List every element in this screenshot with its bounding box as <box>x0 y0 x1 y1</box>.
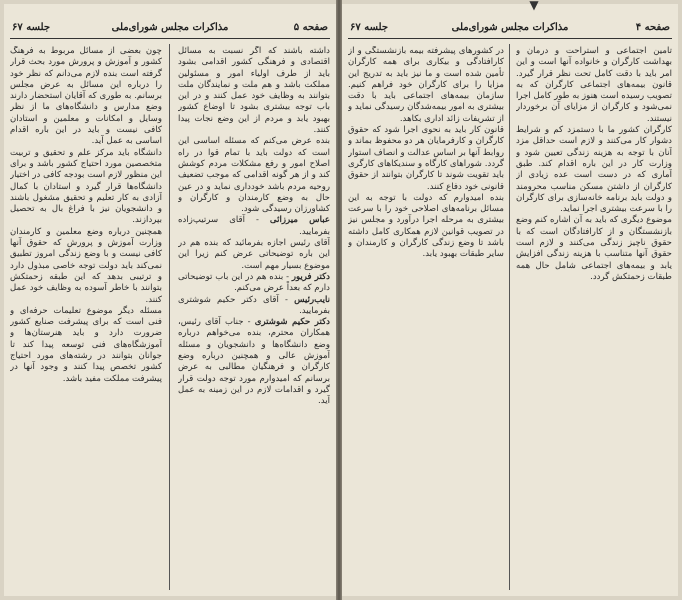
paragraph-text: - آقای سرتیپ‌زاده بفرمایید. <box>178 215 330 237</box>
paragraph <box>178 136 330 215</box>
paragraph-text: بنده عرض می‌کنم که مسئله اساسی این است که دولت باید با تمام قوا در راه اصلاح امور و رفع مشکلات مردم کوشش کند و از هر گونه اقدامی که موجب تضعیف روحیه مردم باشد خودداری نماید و در عین حال به وضع کارمندان و کارگران و کشاورزان رسیدگی شود. <box>178 136 330 215</box>
paragraph-text: چون بعضی از مسائل مربوط به فرهنگ کشور و آموزش و پرورش مورد بحث قرار گرفته است بنده لازم می‌دانم که نظر خود را درباره این مسائل به عرض مجلس برسانم. به طوری که آقایان استحضار دارند وضع مدارس و دانشگاه‌های ما از نظر وسایل و امکانات و معلمین و استادان کافی نیست و باید در این باره اقدام اساسی به عمل آید. <box>10 46 162 147</box>
paragraph <box>178 272 330 295</box>
paragraph <box>178 317 330 407</box>
right-header-rule <box>348 38 672 39</box>
paragraph-text: - جناب آقای رئیس، همکاران محترم، بنده می‌خواهم درباره وضع دانشگاه‌ها و دانشجویان و مسئله آموزش عالی و همچنین درباره وضع کارگران و فرهنگیان مطالبی به عرض برسانم که امیدوارم مورد توجه دولت قرار گیرد و اقدامات لازم در این زمینه به عمل آید. <box>178 317 330 407</box>
speaker-name: نایب‌رئیس <box>294 294 330 305</box>
left-page-number: صفحه ۵ <box>293 22 328 33</box>
left-page-column-left <box>10 46 162 586</box>
paragraph-text: بنده امیدوارم که دولت با توجه به این مسائل برنامه‌های اصلاحی خود را با سرعت بیشتری به مرحله اجرا درآورد و مجلس نیز در تصویب قوانین لازم همکاری کامل داشته باشد تا وضع زندگی کارگران و کارمندان و سایر طبقات بهبود یابد. <box>348 192 504 260</box>
paragraph <box>348 193 504 261</box>
paragraph-text: کارگران کشور ما با دستمزد کم و شرایط دشوار کار می‌کنند و لازم است حداقل مزد آنان با توجه به هزینه زندگی تعیین شود و وزارت کار در این باره اقدام کند. طبق آماری که در دست است عده زیادی از کارگران از داشتن مسکن مناسب محرومند و دولت باید برنامه خانه‌سازی برای کارگران را با سرعت بیشتری اجرا نماید. <box>516 125 672 215</box>
paragraph-text: مسئله دیگر موضوع تعلیمات حرفه‌ای و فنی است که برای پیشرفت صنایع کشور ضرورت دارد و باید هنرستان‌ها و آموزشگاه‌های فنی توسعه پیدا کند تا جوانان بتوانند در رشته‌های مورد احتیاج کشور تخصص پیدا کنند و وجود آنها در پیشرفت مملکت مفید باشد. <box>10 305 162 384</box>
speaker-name: دکتر حکیم شوشتری <box>254 317 330 328</box>
paragraph-text: - آقای دکتر حکیم شوشتری بفرمایید. <box>178 294 330 316</box>
paragraph-text: موضوع دیگری که باید به آن اشاره کنم وضع بازنشستگان و از کارافتادگان است که با حقوق ناچیز زندگی می‌کنند و لازم است حقوق آنها متناسب با هزینه زندگی افزایش یابد و بیمه‌های اجتماعی شامل حال همه طبقات زحمتکش گردد. <box>516 215 672 282</box>
left-page-title: مذاکرات مجلس شورای‌ملی <box>111 22 229 33</box>
left-page <box>4 4 336 596</box>
paragraph <box>178 238 330 272</box>
paragraph-text: تأمین اجتماعی و استراحت و درمان و بهداشت کارگران و خانواده آنها است و این امر باید با دقت کامل تحت نظر قرار گیرد. قانون بیمه‌های اجتماعی کارگران که به تصویب رسیده است هنوز به طور کامل اجرا نمی‌شود و کارگران از مزایای آن برخوردار نیستند. <box>516 46 672 124</box>
left-column-divider <box>169 44 170 590</box>
paragraph <box>178 46 330 136</box>
paragraph <box>10 306 162 385</box>
paragraph <box>516 125 672 215</box>
paragraph-text: همچنین درباره وضع معلمین و کارمندان وزارت آموزش و پرورش که حقوق آنها کافی نیست و با وضع زندگی امروز تطبیق نمی‌کند باید دولت توجه خاصی مبذول دارد و ترتیبی بدهد که این طبقه زحمتکش بتوانند با خاطر آسوده به وظایف خود عمل کنند. <box>10 226 162 305</box>
speaker-name: دکتر فریور <box>291 271 330 282</box>
paragraph <box>348 46 504 125</box>
paragraph <box>516 46 672 125</box>
right-page-column-right <box>516 46 672 586</box>
left-page-header <box>10 22 330 38</box>
paragraph <box>10 46 162 148</box>
paragraph <box>10 227 162 306</box>
right-column-divider <box>509 44 510 590</box>
paragraph <box>10 148 162 227</box>
right-page <box>342 4 678 596</box>
left-page-column-right <box>178 46 330 586</box>
paragraph-text: قانون کار باید به نحوی اجرا شود که حقوق کارگران و کارفرمایان هر دو محفوظ بماند و روابط آنها بر اساس عدالت و انصاف استوار گردد. شوراهای کارگاه و سندیکاهای کارگری باید تقویت شوند تا کارگران بتوانند از حقوق قانونی خود دفاع کنند. <box>348 125 504 192</box>
left-header-rule <box>10 38 330 39</box>
speaker-name: عباس میرزائی <box>269 215 330 226</box>
left-page-session: جلسه ۶۷ <box>12 22 51 33</box>
right-page-title: مذاکرات مجلس شورای‌ملی <box>451 22 569 33</box>
page-mark-icon: ▼ <box>529 0 539 12</box>
paragraph-text: آقای رئیس اجازه بفرمائید که بنده هم در این باره توضیحاتی عرض کنم زیرا این موضوع بسیار مهم است. <box>178 238 330 271</box>
paragraph <box>516 215 672 283</box>
right-page-column-left <box>348 46 504 586</box>
paragraph <box>178 295 330 318</box>
paragraph-text: - بنده هم در این باب توضیحاتی دارم که بعداً عرض می‌کنم. <box>178 271 330 294</box>
paragraph-text: داشته باشند که اگر نسبت به مسائل اقتصادی و فرهنگی کشور اقدامی بشود باید از طرف اولیاء امور و مسئولین مملکت باشد و هم ملت و نمایندگان ملت بتوانند به وظایف خود عمل کنند و در این باب توجه بیشتری بشود تا اوضاع کشور بهبود یابد و مردم از این وضع نجات پیدا کنند. <box>178 46 330 136</box>
right-page-session: جلسه ۶۷ <box>350 22 389 33</box>
paragraph <box>178 215 330 238</box>
paragraph-text: در کشورهای پیشرفته بیمه بازنشستگی و از کارافتادگی و بیکاری برای همه کارگران تأمین شده است و ما نیز باید به تدریج این مزایا را برای کارگران خود فراهم کنیم. سازمان بیمه‌های اجتماعی باید با دقت بیشتری به امور بیمه‌شدگان رسیدگی نماید و از تشریفات زائد اداری بکاهد. <box>348 46 504 124</box>
paragraph <box>348 125 504 193</box>
right-page-header <box>348 22 672 38</box>
right-page-number: صفحه ۴ <box>635 22 670 33</box>
paragraph-text: دانشگاه باید مرکز علم و تحقیق و تربیت متخصصین مورد احتیاج کشور باشد و برای این منظور لازم است بودجه کافی در اختیار دانشگاه‌ها قرار گیرد و استادان با کمال آزادی به کار تعلیم و تحقیق مشغول باشند و دانشجویان نیز با فراغ بال به تحصیل بپردازند. <box>10 147 162 226</box>
